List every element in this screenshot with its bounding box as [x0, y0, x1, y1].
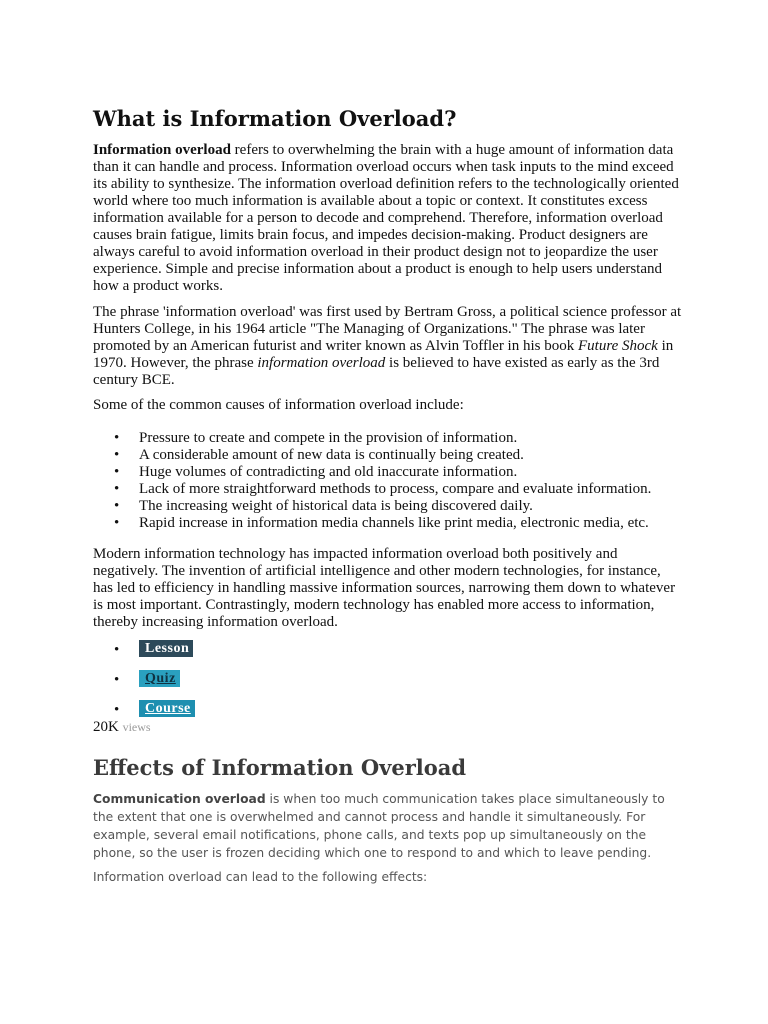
- intro-term: Information overload: [93, 142, 231, 158]
- list-item: • A considerable amount of new data is continually being created.: [93, 447, 651, 464]
- causes-intro: Some of the common causes of information overload include:: [93, 397, 464, 413]
- list-item: • Lack of more straightforward methods to process, compare and evaluate information.: [93, 481, 651, 498]
- intro-paragraph: [93, 142, 683, 295]
- list-item: • Rapid increase in information media channels like print media, electronic media, etc.: [93, 515, 651, 532]
- view-count-unit: views: [122, 720, 151, 734]
- course-link[interactable]: Course: [139, 700, 195, 717]
- resource-link-item: [93, 670, 195, 700]
- view-count: [93, 719, 151, 736]
- page-title: What is Information Overload?: [93, 106, 457, 131]
- intro-text: refers to overwhelming the brain with a huge amount of information data than it can handle and process. Information overload occurs when task inputs to the mind exceed its ability to synthesize. The information overload definition refers to the technologically oriented world where too much information is available about a topic or context. It constitutes excess information available for a person to decode and comprehend. Therefore, information overload causes brain fatigue, limits brain focus, and impedes decision-making. Product designers are always careful to avoid information overload in their product design not to jeopardize the user experience. Simple and precise information about a product is enough to help users understand how a product works.: [93, 142, 679, 294]
- history-text-2: in 1970. However, the phrase: [93, 338, 674, 371]
- list-item: • Huge volumes of contradicting and old inaccurate information.: [93, 464, 651, 481]
- resource-link-item: [93, 640, 195, 670]
- history-paragraph: [93, 304, 683, 389]
- lesson-link[interactable]: Lesson: [139, 640, 193, 657]
- causes-list: [93, 430, 651, 532]
- book-title: Future Shock: [577, 338, 658, 354]
- history-text-1: The phrase 'information overload' was first used by Bertram Gross, a political science professor at Hunters College, in his 1964 article "The Managing of Organizations." The phrase was later promoted by an American futurist and writer known as Alvin Toffler in his book: [93, 304, 682, 354]
- effects-paragraph: [93, 790, 683, 862]
- list-item: • The increasing weight of historical data is being discovered daily.: [93, 498, 651, 515]
- phrase-italic: information overload: [257, 355, 386, 371]
- modern-paragraph: Modern information technology has impacted information overload both positively and negatively. The invention of artificial intelligence and other modern technologies, for instance, has led to efficiency in handling massive information sources, narrowing them down to whatever is most important. Contrastingly, modern technology has enabled more access to information, thereby increasing information overload.: [93, 546, 676, 630]
- history-text-3: is believed to have existed as early as the 3rd century BCE.: [93, 355, 660, 388]
- list-item: • Pressure to create and compete in the provision of information.: [93, 430, 651, 447]
- effects-term: Communication overload: [93, 792, 266, 806]
- resource-links: [93, 640, 195, 730]
- effects-text: is when too much communication takes place simultaneously to the extent that one is overwhelmed and cannot process and handle it simultaneously. For example, several email notifications, phone calls, and texts pop up simultaneously on the phone, so the user is frozen deciding which one to respond to and which to leave pending.: [93, 792, 665, 860]
- view-count-value: 20K: [93, 719, 119, 735]
- section-heading: Effects of Information Overload: [93, 755, 467, 780]
- quiz-link[interactable]: Quiz: [139, 670, 180, 687]
- effects-lead: Information overload can lead to the following effects:: [93, 870, 428, 884]
